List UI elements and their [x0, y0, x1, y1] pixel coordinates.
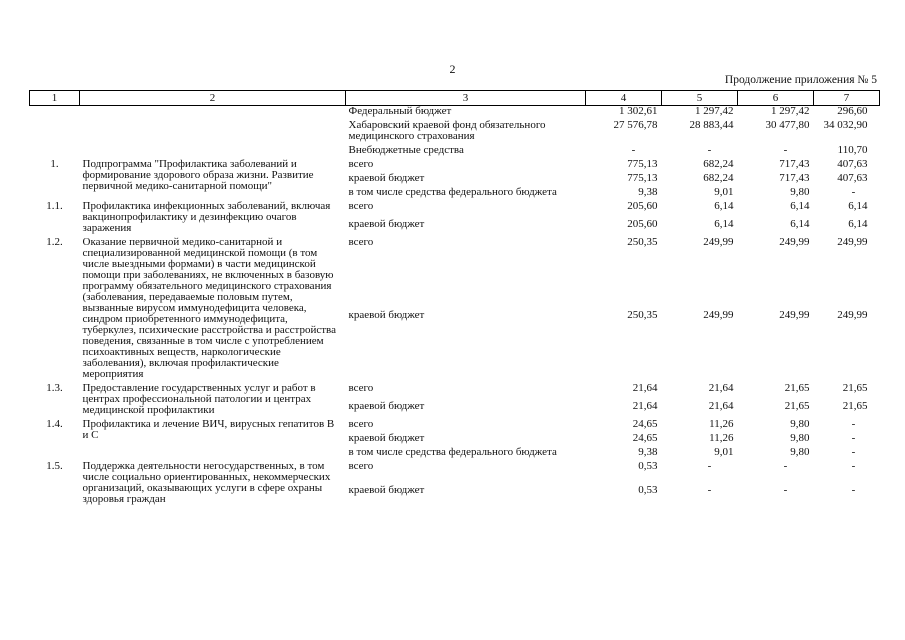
value-col-6: 717,43 — [779, 158, 810, 170]
item-name: Профилактика инфекционных заболеваний, включая вакцинопрофилактику и дезинфекцию очагов заражения — [82, 200, 331, 234]
value-col-7: - — [851, 418, 856, 430]
value-col-5: 9,01 — [714, 446, 734, 458]
value-col-7: - — [851, 432, 856, 444]
header-col-7: 7 — [814, 91, 880, 106]
value-col-4: 27 576,78 — [613, 119, 658, 131]
funding-source: всего — [348, 236, 374, 248]
funding-source: Хабаровский краевой фонд обязательного медицинского страхования — [348, 119, 546, 142]
value-col-6: 6,14 — [790, 218, 810, 230]
value-col-5: 21,64 — [708, 382, 734, 394]
value-col-6: 249,99 — [779, 309, 810, 321]
value-col-5: 682,24 — [703, 172, 734, 184]
value-col-7: - — [851, 186, 856, 198]
table-body — [30, 106, 880, 509]
value-col-7: 249,99 — [837, 309, 868, 321]
funding-source: краевой бюджет — [348, 172, 425, 184]
funding-source: всего — [348, 418, 374, 430]
funding-source: в том числе средства федерального бюджета — [348, 186, 557, 198]
value-col-4: 9,38 — [638, 186, 658, 198]
value-col-7: - — [851, 483, 856, 496]
item-number: 1.1. — [46, 200, 63, 212]
item-number: 1. — [50, 158, 59, 170]
value-col-6: 9,80 — [790, 446, 810, 458]
table-row — [30, 419, 880, 433]
funding-source: краевой бюджет — [348, 218, 425, 230]
value-col-5: 1 297,42 — [695, 105, 734, 117]
header-col-4: 4 — [586, 91, 662, 106]
value-col-4: 1 302,61 — [619, 105, 658, 117]
value-col-4: 775,13 — [627, 158, 658, 170]
value-col-5: 6,14 — [714, 218, 734, 230]
value-col-6: 21,65 — [784, 400, 810, 412]
value-col-7: - — [851, 446, 856, 458]
funding-source: Федеральный бюджет — [348, 105, 452, 117]
header-row — [30, 91, 880, 106]
value-col-4: 24,65 — [632, 432, 658, 444]
table-row — [30, 159, 880, 173]
value-col-7: 6,14 — [848, 200, 868, 212]
table-row — [30, 201, 880, 219]
funding-source: краевой бюджет — [348, 483, 425, 496]
value-col-5: 6,14 — [714, 200, 734, 212]
value-col-5: 682,24 — [703, 158, 734, 170]
item-number: 1.3. — [46, 382, 63, 394]
value-col-4: 205,60 — [627, 218, 658, 230]
funding-source: краевой бюджет — [348, 400, 425, 412]
value-col-7: 296,60 — [837, 105, 868, 117]
value-col-5: 9,01 — [714, 186, 734, 198]
value-col-7: 249,99 — [837, 236, 868, 248]
item-name: Подпрограмма "Профилактика заболеваний и формирование здорового образа жизни. Развитие первичной медико-санитарной помощи" — [82, 158, 314, 192]
value-col-6: - — [783, 144, 788, 156]
item-name: Предоставление государственных услуг и работ в центрах профессиональной патологии и центрах медицинской профилактики — [82, 382, 316, 416]
continuation-note: Продолжение приложения № 5 — [724, 74, 877, 86]
value-col-7: 21,65 — [842, 382, 868, 394]
value-col-6: 1 297,42 — [771, 105, 810, 117]
value-col-6: 717,43 — [779, 172, 810, 184]
value-col-6: 9,80 — [790, 186, 810, 198]
budget-table — [29, 90, 880, 508]
item-number — [30, 106, 80, 160]
value-col-7: 407,63 — [837, 158, 868, 170]
value-col-5: - — [707, 460, 712, 472]
item-name — [80, 106, 346, 160]
funding-source: всего — [348, 158, 374, 170]
header-col-5: 5 — [662, 91, 738, 106]
value-col-4: 0,53 — [638, 483, 658, 496]
value-col-5: 249,99 — [703, 309, 734, 321]
funding-source: в том числе средства федерального бюджета — [348, 446, 557, 458]
funding-source: всего — [348, 382, 374, 394]
value-col-4: - — [631, 144, 636, 156]
table-row — [30, 383, 880, 401]
value-col-6: 9,80 — [790, 432, 810, 444]
header-col-3: 3 — [346, 91, 586, 106]
table-row — [30, 106, 880, 121]
value-col-4: 205,60 — [627, 200, 658, 212]
value-col-5: - — [707, 144, 712, 156]
value-col-4: 775,13 — [627, 172, 658, 184]
value-col-5: - — [707, 483, 712, 496]
value-col-5: 11,26 — [709, 432, 734, 444]
funding-source: всего — [348, 200, 374, 212]
table-row — [30, 237, 880, 310]
funding-source: краевой бюджет — [348, 309, 425, 321]
item-name: Профилактика и лечение ВИЧ, вирусных гепатитов В и С — [82, 418, 335, 441]
value-col-4: 24,65 — [632, 418, 658, 430]
value-col-6: 9,80 — [790, 418, 810, 430]
item-number: 1.2. — [46, 236, 63, 248]
value-col-7: 6,14 — [848, 218, 868, 230]
value-col-7: 21,65 — [842, 400, 868, 412]
value-col-7: 110,70 — [837, 144, 868, 156]
item-name: Оказание первичной медико-санитарной и специализированной медицинской помощи (в том числе выездными формами) в части медицинской помощи при заболеваниях, не включенных в базовую программу обязательного медицинского страхования (заболевания, передаваемые половым путем, вызванные вирусом иммунодефицита человека, синдром приобретенного иммунодефицита, туберкулез, психические расстройства и расстройства поведения, связанные в том числе с употреблением психоактивных веществ, наркологические заболевания), включая профилактические мероприятия — [82, 236, 336, 380]
value-col-4: 9,38 — [638, 446, 658, 458]
item-number: 1.4. — [46, 418, 63, 430]
page-number: 2 — [449, 62, 456, 76]
value-col-5: 11,26 — [709, 418, 734, 430]
header-col-6: 6 — [738, 91, 814, 106]
value-col-4: 250,35 — [627, 236, 658, 248]
value-col-5: 28 883,44 — [689, 119, 734, 131]
funding-source: всего — [348, 460, 374, 472]
value-col-7: 407,63 — [837, 172, 868, 184]
value-col-6: - — [783, 460, 788, 472]
value-col-5: 249,99 — [703, 236, 734, 248]
header-col-2: 2 — [80, 91, 346, 106]
funding-source: краевой бюджет — [348, 432, 425, 444]
value-col-7: 34 032,90 — [823, 119, 868, 131]
value-col-4: 0,53 — [638, 460, 658, 472]
table-row — [30, 461, 880, 485]
value-col-6: 6,14 — [790, 200, 810, 212]
value-col-7: - — [851, 460, 856, 472]
funding-source: Внебюджетные средства — [348, 144, 464, 156]
value-col-6: 30 477,80 — [765, 119, 810, 131]
value-col-6: 21,65 — [784, 382, 810, 394]
value-col-5: 21,64 — [708, 400, 734, 412]
item-name: Поддержка деятельности негосударственных, в том числе социально ориентированных, некоммерческих организаций, оказывающих услуги в сфере охраны здоровья граждан — [82, 460, 331, 505]
value-col-4: 21,64 — [632, 382, 658, 394]
header-col-1: 1 — [30, 91, 80, 106]
value-col-4: 21,64 — [632, 400, 658, 412]
value-col-6: - — [783, 483, 788, 496]
item-number: 1.5. — [46, 460, 63, 472]
value-col-6: 249,99 — [779, 236, 810, 248]
value-col-4: 250,35 — [627, 309, 658, 321]
